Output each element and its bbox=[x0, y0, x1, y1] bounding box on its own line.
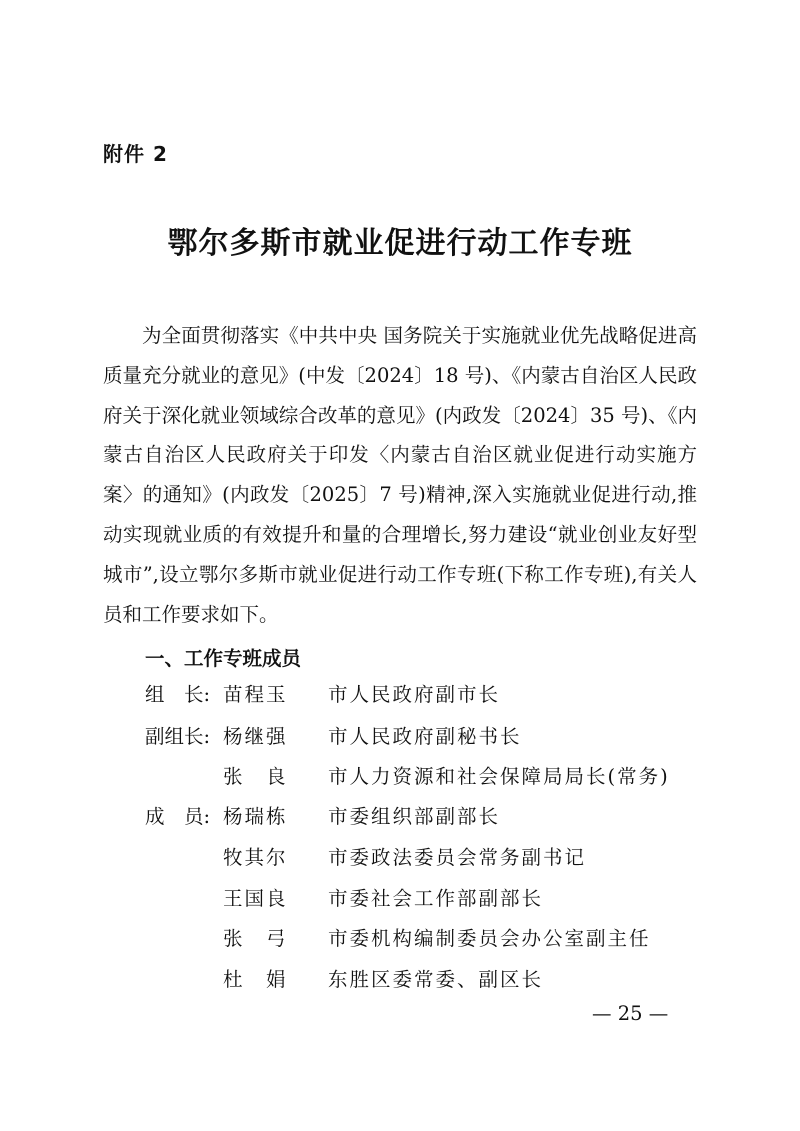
member-row bbox=[0, 924, 800, 954]
member-role: 成 员: bbox=[145, 805, 211, 828]
member-position: 市人力资源和社会保障局局长(常务) bbox=[328, 765, 670, 788]
member-name: 张 弓 bbox=[223, 927, 288, 950]
member-row bbox=[0, 884, 800, 914]
member-name: 牧其尔 bbox=[223, 846, 288, 869]
member-name: 王国良 bbox=[223, 887, 288, 910]
member-role: 组 长: bbox=[145, 683, 211, 706]
attachment-label: 附件 2 bbox=[103, 142, 168, 166]
member-row bbox=[0, 843, 800, 873]
member-name: 杨继强 bbox=[223, 725, 288, 748]
member-position: 市委政法委员会常务副书记 bbox=[328, 846, 587, 869]
body-paragraph: 为全面贯彻落实《中共中央 国务院关于实施就业优先战略促进高质量充分就业的意见》(中发〔2024〕18 号)、《内蒙古自治区人民政府关于深化就业领域综合改革的意见》(内政发〔2024〕35 号)、《内蒙古自治区人民政府关于印发〈内蒙古自治区就业促进行动实施方案〉的通知》(内政发〔2025〕7 号)精神,深入实施就业促进行动,推动实现就业质的有效提升和量的合理增长,努力建设“就业创业友好型城市”,设立鄂尔多斯市就业促进行动工作专班(下称工作专班),有关人员和工作要求如下。 bbox=[103, 324, 697, 626]
member-position: 市人民政府副市长 bbox=[328, 683, 501, 706]
member-row bbox=[0, 680, 800, 710]
member-position: 东胜区委常委、副区长 bbox=[328, 968, 544, 991]
member-row bbox=[0, 722, 800, 752]
member-position: 市委机构编制委员会办公室副主任 bbox=[328, 927, 651, 950]
member-position: 市委社会工作部副部长 bbox=[328, 887, 544, 910]
member-role: 副组长: bbox=[145, 725, 211, 748]
member-name: 张 良 bbox=[223, 765, 288, 788]
page-number: — 25 — bbox=[592, 1002, 669, 1025]
member-position: 市人民政府副秘书长 bbox=[328, 725, 522, 748]
member-name: 杜 娟 bbox=[223, 968, 288, 991]
section-heading: 一、工作专班成员 bbox=[145, 647, 302, 670]
member-row bbox=[0, 802, 800, 832]
member-row bbox=[0, 965, 800, 995]
member-position: 市委组织部副部长 bbox=[328, 805, 501, 828]
member-row bbox=[0, 762, 800, 792]
member-name: 苗程玉 bbox=[223, 683, 288, 706]
member-name: 杨瑞栋 bbox=[223, 805, 288, 828]
document-title: 鄂尔多斯市就业促进行动工作专班 bbox=[167, 226, 633, 261]
